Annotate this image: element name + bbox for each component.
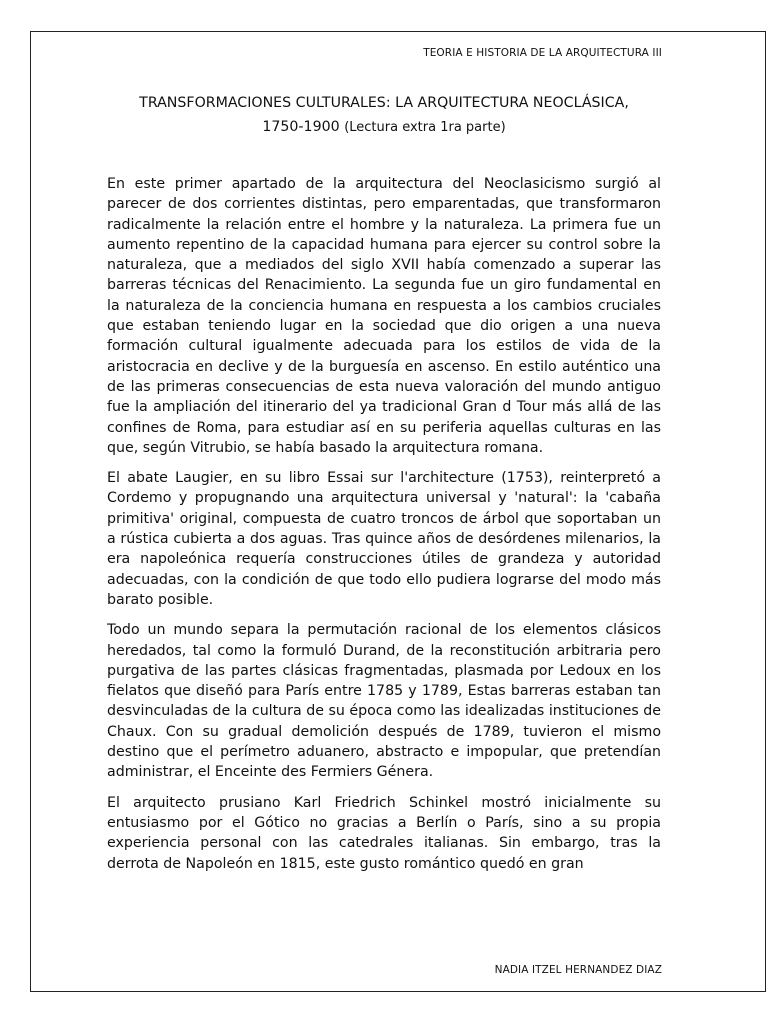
- title-line-1: TRANSFORMACIONES CULTURALES: LA ARQUITECTURA NEOCLÁSICA,: [139, 95, 629, 111]
- title-years: 1750-1900: [262, 119, 340, 135]
- paragraph: Todo un mundo separa la permutación racional de los elementos clásicos heredados, tal como la formuló Durand, de la reconstitución arbitraria pero purgativa de las partes clásicas fragmentadas, plasmada por Ledoux en los fielatos que diseñó para París entre 1785 y 1789, Estas barreras estaban tan desvinculadas de la cultura de su época como las idealizadas instituciones de Chaux. Con su gradual demolición después de 1789, tuvieron el mismo destino que el perímetro aduanero, abstracto e impopular, que pretendían administrar, el Enceinte des Fermiers Génera.: [107, 622, 661, 781]
- document-title: [0, 91, 768, 140]
- author-footer: NADIA ITZEL HERNANDEZ DIAZ: [494, 964, 662, 976]
- title-line-2: [0, 115, 768, 140]
- title-note: (Lectura extra 1ra parte): [344, 120, 506, 135]
- paragraph: El arquitecto prusiano Karl Friedrich Schinkel mostró inicialmente su entusiasmo por el Gótico no gracias a Berlín o París, sino a su propia experiencia personal con las catedrales italianas. Sin embargo, tras la derrota de Napoleón en 1815, este gusto romántico quedó en gran: [107, 794, 661, 872]
- paragraph: En este primer apartado de la arquitectura del Neoclasicismo surgió al parecer de dos corrientes distintas, pero emparentadas, que transformaron radicalmente la relación entre el hombre y la naturaleza. La primera fue un aumento repentino de la capacidad humana para ejercer su control sobre la naturaleza, que a mediados del siglo XVII había comenzado a superar las barreras técnicas del Renacimiento. La segunda fue un giro fundamental en la naturaleza de la conciencia humana en respuesta a los cambios cruciales que estaban teniendo lugar en la sociedad que dio origen a una nueva formación cultural igualmente adecuada para los estilos de vida de la aristocracia en declive y de la burguesía en ascenso. En estilo auténtico una de las primeras consecuencias de esta nueva valoración del mundo antiguo fue la ampliación del itinerario del ya tradicional Gran d Tour más allá de las confines de Roma, para estudiar así en su periferia aquellas culturas en las que, según Vitrubio, se había basado la arquitectura romana.: [107, 176, 661, 456]
- paragraph: El abate Laugier, en su libro Essai sur l'architecture (1753), reinterpretó a Cordemo y propugnando una arquitectura universal y 'natural': la 'cabaña primitiva' original, compuesta de cuatro troncos de árbol que soportaban un a rústica cubierta a dos aguas. Tras quince años de desórdenes milenarios, la era napoleónica requería construcciones útiles de grandeza y autoridad adecuadas, con la condición de que todo ello pudiera lograrse del modo más barato posible.: [107, 470, 661, 608]
- course-header: TEORIA E HISTORIA DE LA ARQUITECTURA III: [423, 47, 662, 59]
- body-text: [107, 174, 661, 930]
